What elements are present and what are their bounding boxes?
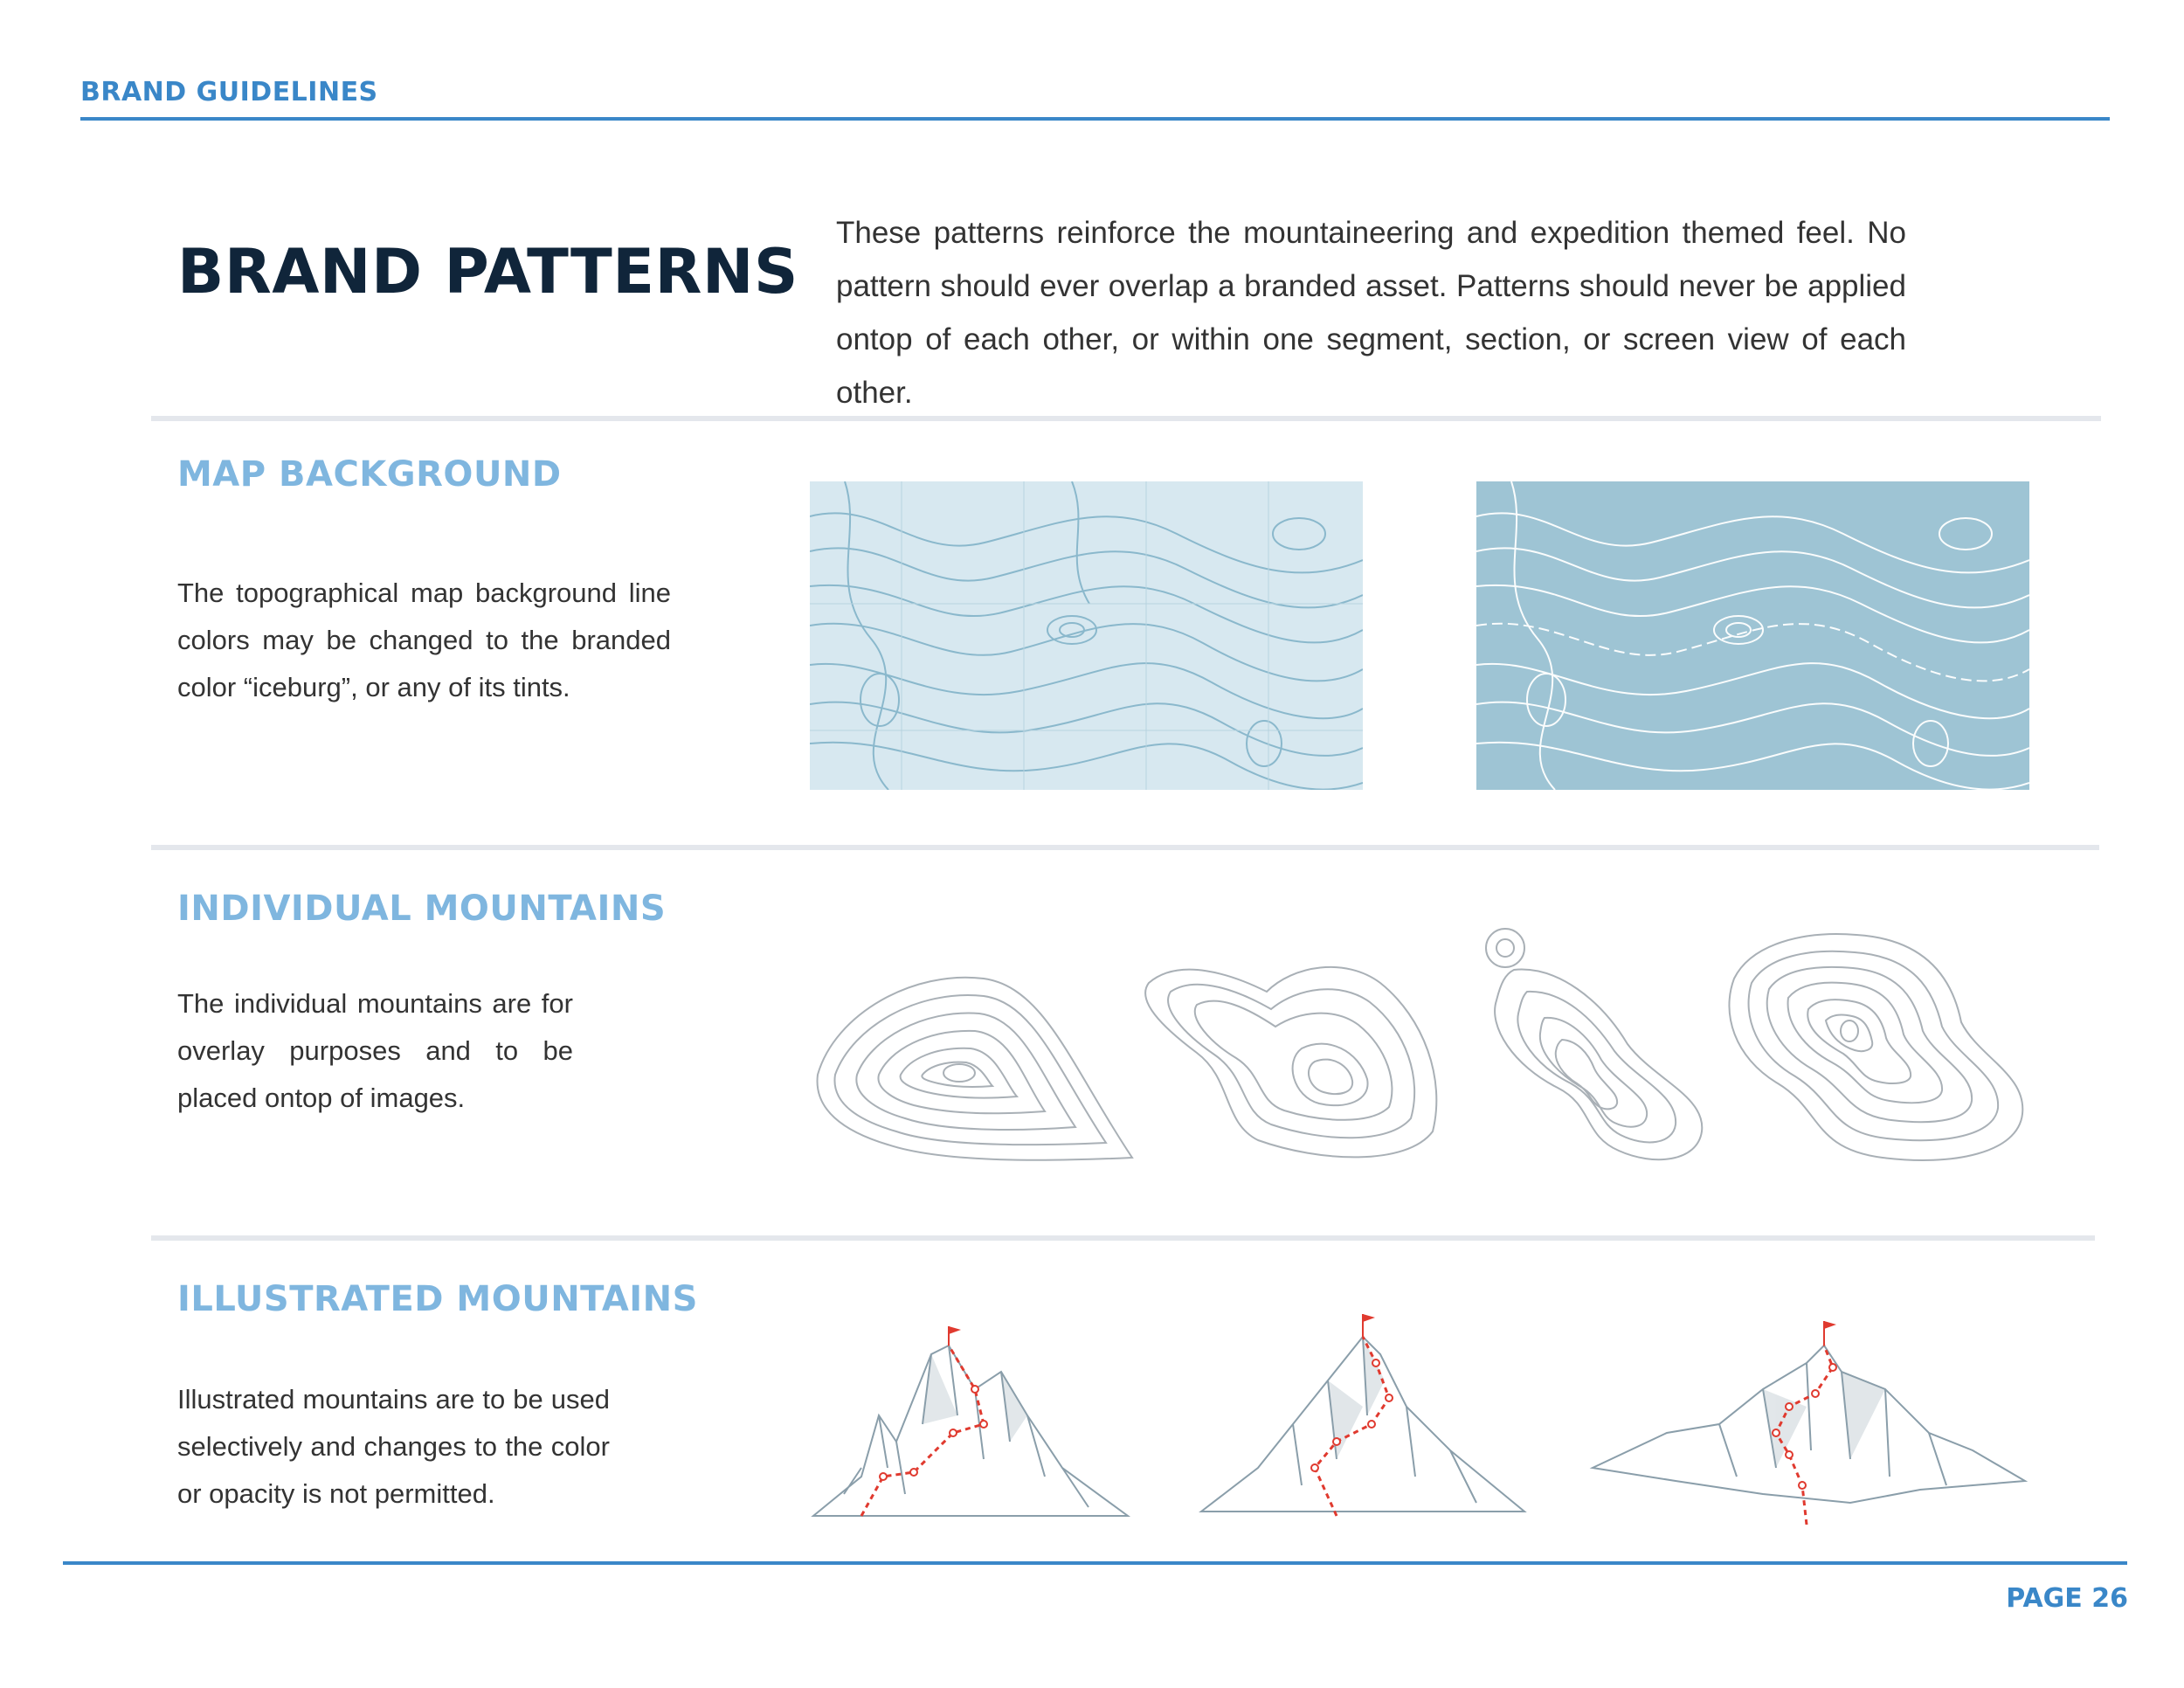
divider-3: [151, 1235, 2095, 1241]
page-title: BRAND PATTERNS: [177, 236, 798, 308]
footer-rule: [63, 1561, 2127, 1565]
section-body-map-background: The topographical map background line colors may be changed to the branded color “iceburg”, or any of its tints.: [177, 578, 671, 702]
contour-mountain-icon: [1725, 926, 2031, 1166]
section-title-map-background: MAP BACKGROUND: [177, 454, 562, 495]
divider-1: [151, 416, 2101, 421]
contour-mountain-icon: [809, 961, 1141, 1162]
section-body-illustrated-mountains: Illustrated mountains are to be used selectively and changes to the color or opacity is not permitted.: [177, 1384, 610, 1509]
topographic-map-iceburg-icon: [1476, 481, 2029, 790]
illustrated-mountain-route-icon: [809, 1319, 1132, 1525]
section-title-illustrated-mountains: ILLUSTRATED MOUNTAINS: [177, 1279, 698, 1319]
contour-mountain-icon: [1144, 948, 1446, 1166]
topographic-map-light-icon: [810, 481, 1363, 790]
divider-2: [151, 845, 2099, 850]
illustrated-mountain-route-icon: [1588, 1302, 2029, 1525]
header-label: BRAND GUIDELINES: [80, 77, 378, 107]
contour-mountain-icon: [1479, 922, 1711, 1166]
illustrated-mountain-route-icon: [1197, 1302, 1529, 1525]
section-body-individual-mountains: The individual mountains are for overlay purposes and to be placed ontop of images.: [177, 988, 573, 1113]
header-rule: [80, 117, 2110, 121]
page-number: PAGE 26: [2006, 1583, 2128, 1614]
section-title-individual-mountains: INDIVIDUAL MOUNTAINS: [177, 889, 667, 929]
intro-paragraph: These patterns reinforce the mountaineering and expedition themed feel. No pattern should ever overlap a branded asset. Patterns should never be applied ontop of each other, or within one segment, section, or screen view of each other.: [836, 216, 1906, 410]
